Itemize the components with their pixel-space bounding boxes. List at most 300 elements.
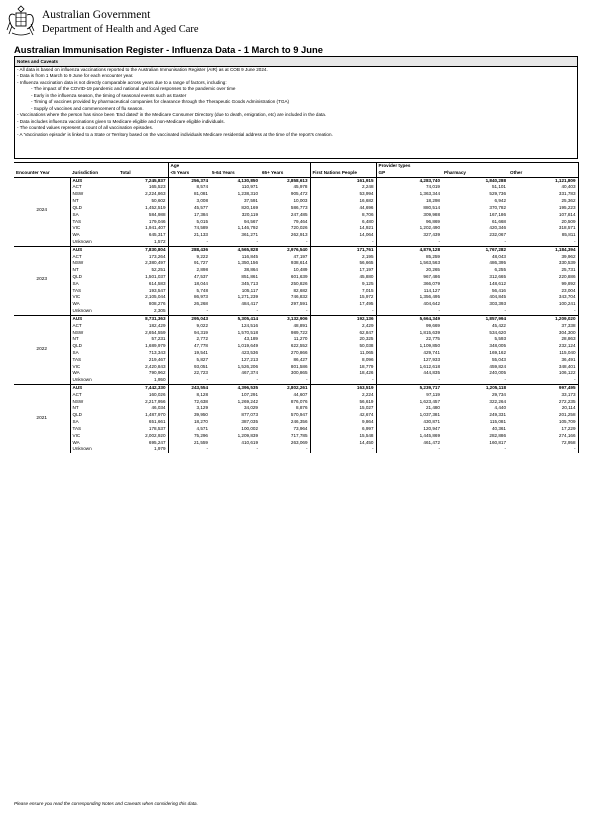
- encounter-year-cell: 2024: [14, 177, 70, 246]
- pharmacy-cell: 420,346: [489, 225, 506, 231]
- age-5-64-cell: 1,146,792: [237, 225, 258, 231]
- age-65p-cell: 48,891: [293, 322, 308, 328]
- age-5-64-cell: 1,238,310: [237, 191, 258, 197]
- table-row: [14, 301, 578, 308]
- jurisdiction-cell: NSW: [70, 260, 118, 267]
- age-5-64-cell: 423,536: [241, 349, 258, 355]
- col-jurisdiction: Jurisdiction: [70, 170, 118, 177]
- jurisdiction-cell: WA: [70, 301, 118, 308]
- gp-cell: 366,079: [376, 281, 442, 288]
- pharmacy-cell: 55,043: [491, 356, 506, 362]
- total-cell: 7,245,837: [118, 177, 168, 184]
- pharmacy-cell: 29,734: [491, 391, 506, 397]
- age-5-64-cell: 1,209,839: [237, 432, 258, 438]
- age-65p-cell: 247,485: [290, 211, 308, 217]
- age-65p-cell: 11,270: [293, 336, 308, 342]
- pharmacy-cell: 1,857,994: [442, 315, 508, 322]
- age-lt5-cell: 2,772: [168, 336, 210, 343]
- other-cell: 1,209,020: [508, 315, 578, 322]
- total-cell: 7,442,330: [118, 385, 168, 392]
- total-cell: 790,962: [148, 370, 166, 376]
- first-nations-cell: -: [310, 308, 376, 315]
- table-row: [14, 370, 578, 377]
- gp-cell: 404,642: [376, 301, 442, 308]
- other-cell: 39,962: [508, 254, 578, 261]
- influenza-data-table: [14, 162, 579, 453]
- first-nations-cell: 15,027: [310, 405, 376, 412]
- other-cell: 220,886: [508, 274, 578, 281]
- age-65p-cell: 938,614: [290, 260, 308, 266]
- first-nations-cell: 6,997: [310, 426, 376, 433]
- age-5-64-cell: 4,130,850: [210, 177, 260, 184]
- pharmacy-cell: 6,255: [494, 267, 506, 273]
- other-cell: 272,235: [508, 399, 578, 406]
- age-65p-cell: 717,785: [290, 432, 308, 438]
- table-row: [14, 205, 578, 212]
- age-5-64-cell: 467,374: [241, 370, 258, 376]
- age-group-header: Age: [168, 163, 310, 170]
- first-nations-cell: 14,064: [310, 232, 376, 239]
- table-row: [14, 357, 578, 364]
- total-cell: 178,537: [148, 425, 166, 431]
- jurisdiction-cell: AUS: [70, 246, 118, 253]
- age-5-64-cell: 110,971: [241, 184, 258, 190]
- gp-cell: 327,439: [376, 232, 442, 239]
- total-cell: 614,583: [148, 280, 166, 286]
- jurisdiction-cell: NSW: [70, 191, 118, 198]
- age-5-64-cell: 1,269,242: [237, 398, 258, 404]
- gp-cell: 127,933: [376, 357, 442, 364]
- encounter-year-cell: 2023: [14, 246, 70, 315]
- first-nations-cell: 2,195: [310, 254, 376, 261]
- total-cell: 1,979: [154, 446, 166, 452]
- note-item: - Timing of vaccines provided by pharmaceutical companies for clearance through the Therapeutic Goods Administration (TGA): [31, 99, 290, 105]
- other-cell: 100,241: [508, 301, 578, 308]
- table-row: [14, 323, 578, 330]
- gp-cell: 1,815,639: [376, 330, 442, 337]
- age-lt5-cell: 8,574: [168, 184, 210, 191]
- first-nations-cell: -: [310, 377, 376, 384]
- jurisdiction-cell: Unknown: [70, 239, 118, 246]
- age-65p-cell: 2,858,613: [260, 177, 310, 184]
- page-header: [6, 3, 583, 41]
- gp-cell: 22,775: [376, 336, 442, 343]
- jurisdiction-cell: WA: [70, 440, 118, 447]
- other-cell: 232,124: [508, 343, 578, 350]
- age-65p-cell: 8,876: [296, 405, 308, 411]
- other-cell: 36,491: [508, 357, 578, 364]
- age-5-64-cell: 877,073: [241, 412, 258, 418]
- age-lt5-cell: 18,044: [168, 281, 210, 288]
- pharmacy-cell: -: [504, 446, 506, 452]
- table-row: [14, 281, 578, 288]
- total-cell: 651,661: [148, 419, 166, 425]
- gp-cell: 4,283,740: [376, 177, 442, 184]
- total-cell: 645,317: [148, 232, 166, 238]
- gp-cell: -: [376, 239, 442, 246]
- age-5-64-cell: -: [256, 377, 258, 383]
- age-65p-cell: 586,773: [290, 204, 308, 210]
- pharmacy-cell: 169,162: [489, 349, 506, 355]
- age-lt5-cell: 5,015: [168, 219, 210, 226]
- table-row: [14, 294, 578, 301]
- age-65p-cell: 44,607: [293, 391, 308, 397]
- col-age-65p: 65+ Years: [260, 170, 310, 177]
- gp-cell: 1,445,869: [376, 433, 442, 440]
- pharmacy-cell: 4,440: [494, 405, 506, 411]
- age-65p-cell: 2,976,540: [260, 246, 310, 253]
- age-5-64-cell: 37,591: [243, 198, 258, 204]
- age-65p-cell: 720,026: [290, 225, 308, 231]
- age-65p-cell: 601,639: [290, 274, 308, 279]
- age-65p-cell: 746,832: [290, 294, 308, 300]
- other-cell: 330,539: [508, 260, 578, 267]
- age-lt5-cell: 4,571: [168, 426, 210, 433]
- age-65p-cell: -: [305, 446, 308, 452]
- first-nations-cell: 192,136: [310, 315, 376, 322]
- first-nations-cell: 171,761: [310, 246, 376, 253]
- age-65p-cell: -: [305, 238, 308, 244]
- other-cell: 40,403: [508, 184, 578, 191]
- table-row: [14, 260, 578, 267]
- first-nations-cell: 56,665: [310, 260, 376, 267]
- table-row: [14, 392, 578, 399]
- age-65p-cell: 45,978: [293, 184, 308, 190]
- age-65p-cell: 79,464: [293, 218, 308, 224]
- encounter-year-cell: 2021: [14, 385, 70, 454]
- table-row: [14, 385, 578, 392]
- other-cell: 304,300: [508, 330, 578, 337]
- age-5-64-cell: 124,516: [241, 322, 258, 328]
- age-65p-cell: 905,472: [290, 191, 308, 197]
- table-row: [14, 419, 578, 426]
- total-cell: 182,429: [148, 322, 166, 328]
- total-cell: 165,523: [148, 184, 166, 190]
- age-lt5-cell: 45,577: [168, 205, 210, 212]
- table-row: [14, 426, 578, 433]
- gp-cell: 1,356,495: [376, 294, 442, 301]
- jurisdiction-cell: ACT: [70, 323, 118, 330]
- age-lt5-cell: 91,727: [168, 260, 210, 267]
- age-5-64-cell: 38,864: [243, 267, 258, 273]
- table-row: [14, 446, 578, 453]
- gp-cell: 85,259: [376, 254, 442, 261]
- total-cell: 2,654,559: [145, 329, 166, 335]
- table-row: [14, 343, 578, 350]
- total-cell: 808,276: [148, 301, 166, 307]
- first-nations-cell: 45,880: [310, 274, 376, 281]
- age-lt5-cell: 5,748: [168, 288, 210, 295]
- pharmacy-cell: 232,067: [489, 232, 506, 238]
- age-5-64-cell: 105,117: [241, 287, 258, 293]
- total-cell: 2,105,044: [145, 294, 166, 300]
- pharmacy-cell: -: [504, 308, 506, 314]
- pharmacy-cell: 1,205,118: [442, 385, 508, 392]
- gp-cell: 1,109,850: [376, 343, 442, 350]
- jurisdiction-cell: AUS: [70, 177, 118, 184]
- pharmacy-cell: 5,593: [494, 336, 506, 342]
- gp-cell: 120,947: [376, 426, 442, 433]
- col-pharmacy: Pharmacy: [442, 170, 508, 177]
- table-row: [14, 288, 578, 295]
- other-cell: 106,122: [508, 370, 578, 377]
- age-65p-cell: 622,552: [290, 343, 308, 349]
- gp-cell: 20,265: [376, 267, 442, 274]
- first-nations-cell: 18,426: [310, 370, 376, 377]
- first-nations-cell: 18,779: [310, 364, 376, 371]
- table-row: [14, 350, 578, 357]
- first-nations-cell: 2,224: [310, 392, 376, 399]
- other-cell: 99,892: [508, 281, 578, 288]
- age-5-64-cell: -: [256, 308, 258, 314]
- age-lt5-cell: 288,436: [168, 246, 210, 253]
- other-cell: 25,731: [508, 267, 578, 274]
- gp-cell: 1,037,381: [376, 412, 442, 419]
- table-row: [14, 232, 578, 239]
- table-row: [14, 239, 578, 246]
- jurisdiction-cell: TAS: [70, 288, 118, 295]
- first-nations-cell: 44,696: [310, 205, 376, 212]
- col-first-nations: First Nations People: [310, 170, 376, 177]
- total-cell: 7,830,804: [118, 246, 168, 253]
- pharmacy-cell: 167,186: [489, 211, 506, 217]
- other-cell: -: [508, 239, 578, 246]
- table-row: [14, 184, 578, 191]
- total-cell: 2,305: [154, 308, 166, 314]
- first-nations-cell: -: [310, 446, 376, 453]
- first-nations-cell: 62,847: [310, 330, 376, 337]
- first-nations-cell: 56,619: [310, 399, 376, 406]
- age-5-64-cell: 820,169: [241, 204, 258, 210]
- gp-cell: 96,869: [376, 219, 442, 226]
- gp-cell: 97,119: [376, 392, 442, 399]
- jurisdiction-cell: Unknown: [70, 377, 118, 384]
- other-cell: 1,121,809: [508, 177, 578, 184]
- note-item: - Vaccinations where the person has since been 'End dated' in the Medicare Consumer Directory (due to death, emigration, etc) are included in the data.: [17, 112, 327, 118]
- jurisdiction-cell: TAS: [70, 219, 118, 226]
- age-5-64-cell: 127,213: [241, 356, 258, 362]
- jurisdiction-cell: TAS: [70, 357, 118, 364]
- table-row: [14, 377, 578, 384]
- age-65p-cell: 73,964: [293, 425, 308, 431]
- age-5-64-cell: 116,845: [241, 253, 258, 259]
- age-lt5-cell: -: [168, 377, 210, 384]
- col-total: Total: [118, 170, 168, 177]
- pharmacy-cell: 61,668: [491, 218, 506, 224]
- notes-list: [15, 67, 577, 138]
- gp-cell: -: [376, 308, 442, 315]
- age-65p-cell: 263,069: [290, 439, 308, 445]
- pharmacy-cell: 303,393: [489, 301, 506, 307]
- other-cell: 105,709: [508, 419, 578, 426]
- other-cell: 20,114: [508, 405, 578, 412]
- total-cell: 2,002,920: [145, 432, 166, 438]
- jurisdiction-cell: ACT: [70, 254, 118, 261]
- age-65p-cell: 3,132,906: [260, 315, 310, 322]
- jurisdiction-cell: QLD: [70, 205, 118, 212]
- table-row: [14, 405, 578, 412]
- note-item: - Supply of vaccines and commencement of flu season.: [31, 105, 144, 111]
- total-cell: 2,380,497: [145, 260, 166, 266]
- gp-cell: 309,988: [376, 212, 442, 219]
- note-item: - Early in the influenza season, the timing of seasonal events such as Easter: [31, 92, 187, 98]
- age-lt5-cell: 74,589: [168, 225, 210, 232]
- table-row: [14, 254, 578, 261]
- gp-cell: 1,363,344: [376, 191, 442, 198]
- encounter-year-cell: 2022: [14, 315, 70, 384]
- other-cell: 997,495: [508, 385, 578, 392]
- age-lt5-cell: 26,268: [168, 301, 210, 308]
- age-5-64-cell: -: [256, 238, 258, 244]
- table-row: [14, 433, 578, 440]
- total-cell: 713,343: [148, 349, 166, 355]
- age-lt5-cell: 72,638: [168, 399, 210, 406]
- jurisdiction-cell: AUS: [70, 315, 118, 322]
- first-nations-cell: 17,495: [310, 301, 376, 308]
- pharmacy-cell: -: [504, 238, 506, 244]
- jurisdiction-cell: WA: [70, 232, 118, 239]
- total-cell: 57,231: [151, 336, 166, 342]
- age-lt5-cell: 9,022: [168, 323, 210, 330]
- pharmacy-cell: 370,782: [489, 204, 506, 210]
- total-cell: 584,988: [148, 211, 166, 217]
- jurisdiction-cell: AUS: [70, 385, 118, 392]
- pharmacy-cell: 51,101: [491, 184, 506, 190]
- first-nations-cell: 50,038: [310, 343, 376, 350]
- total-cell: 2,217,956: [145, 398, 166, 404]
- age-lt5-cell: -: [168, 446, 210, 453]
- pharmacy-cell: 56,416: [491, 287, 506, 293]
- age-65p-cell: 300,865: [290, 370, 308, 376]
- gp-cell: -: [376, 446, 442, 453]
- pharmacy-cell: 249,331: [489, 412, 506, 418]
- first-nations-cell: 14,450: [310, 440, 376, 447]
- jurisdiction-cell: NT: [70, 267, 118, 274]
- first-nations-cell: 20,325: [310, 336, 376, 343]
- first-nations-cell: 15,972: [310, 294, 376, 301]
- gp-cell: 967,486: [376, 274, 442, 281]
- age-5-64-cell: 5,305,414: [210, 315, 260, 322]
- age-lt5-cell: 21,559: [168, 440, 210, 447]
- age-65p-cell: 801,586: [290, 363, 308, 369]
- first-nations-cell: 2,248: [310, 184, 376, 191]
- pharmacy-cell: 486,395: [489, 260, 506, 266]
- pharmacy-cell: 40,361: [491, 425, 506, 431]
- notes-heading: Notes and Caveats: [15, 57, 577, 67]
- age-65p-cell: 570,947: [290, 412, 308, 418]
- age-5-64-cell: 100,002: [241, 425, 258, 431]
- other-cell: 348,401: [508, 364, 578, 371]
- gp-cell: 1,563,563: [376, 260, 442, 267]
- age-lt5-cell: 75,296: [168, 433, 210, 440]
- gp-cell: 18,298: [376, 198, 442, 205]
- total-cell: 1,487,970: [145, 412, 166, 418]
- table-row: [14, 177, 578, 184]
- pharmacy-cell: 1,840,288: [442, 177, 508, 184]
- header-spacer-fn: [310, 163, 376, 170]
- age-lt5-cell: 19,541: [168, 350, 210, 357]
- jurisdiction-cell: VIC: [70, 364, 118, 371]
- other-cell: 23,004: [508, 288, 578, 295]
- first-nations-cell: 42,674: [310, 412, 376, 419]
- jurisdiction-cell: Unknown: [70, 446, 118, 453]
- jurisdiction-cell: WA: [70, 370, 118, 377]
- age-lt5-cell: 8,128: [168, 392, 210, 399]
- age-lt5-cell: 93,051: [168, 364, 210, 371]
- jurisdiction-cell: NT: [70, 198, 118, 205]
- note-item: - The counted values represent a count of all vaccination episodes.: [17, 125, 154, 131]
- first-nations-cell: 17,197: [310, 267, 376, 274]
- age-5-64-cell: 410,619: [241, 439, 258, 445]
- first-nations-cell: 11,065: [310, 350, 376, 357]
- gov-name: Australian Government: [42, 9, 151, 21]
- note-item: - Data includes influenza vaccinations given to Medicare eligible and non-Medicare eligible individuals.: [17, 118, 225, 124]
- first-nations-cell: 161,915: [310, 177, 376, 184]
- age-5-64-cell: 4,565,828: [210, 246, 260, 253]
- pharmacy-cell: 459,824: [489, 363, 506, 369]
- jurisdiction-cell: TAS: [70, 426, 118, 433]
- age-5-64-cell: -: [256, 446, 258, 452]
- footer-note: Please ensure you read the corresponding Notes and Caveats when considering this data.: [14, 801, 198, 806]
- age-lt5-cell: -: [168, 308, 210, 315]
- age-5-64-cell: 361,271: [241, 232, 258, 238]
- age-65p-cell: 10,003: [293, 198, 308, 204]
- table-row: [14, 399, 578, 406]
- pharmacy-cell: 240,005: [489, 370, 506, 376]
- jurisdiction-cell: SA: [70, 350, 118, 357]
- age-5-64-cell: 1,271,239: [237, 294, 258, 300]
- other-cell: 1,184,394: [508, 246, 578, 253]
- age-5-64-cell: 1,019,649: [237, 343, 258, 349]
- age-lt5-cell: 21,133: [168, 232, 210, 239]
- first-nations-cell: 9,125: [310, 281, 376, 288]
- pharmacy-cell: 534,620: [489, 329, 506, 335]
- other-cell: 37,338: [508, 323, 578, 330]
- page-title: Australian Immunisation Register - Influenza Data - 1 March to 9 June: [14, 44, 578, 57]
- age-65p-cell: 2,802,261: [260, 385, 310, 392]
- first-nations-cell: 14,921: [310, 225, 376, 232]
- table-row: [14, 267, 578, 274]
- table-row: [14, 191, 578, 198]
- total-cell: 1,950: [154, 377, 166, 383]
- age-lt5-cell: 2,898: [168, 267, 210, 274]
- age-65p-cell: 10,489: [293, 267, 308, 273]
- total-cell: 1,501,037: [145, 274, 166, 279]
- col-other: Other: [508, 170, 578, 177]
- pharmacy-cell: 1,767,282: [442, 246, 508, 253]
- age-5-64-cell: 94,567: [243, 218, 258, 224]
- pharmacy-cell: 529,736: [489, 191, 506, 197]
- other-cell: 201,258: [508, 412, 578, 419]
- age-lt5-cell: 5,827: [168, 357, 210, 364]
- table-row: [14, 364, 578, 371]
- age-5-64-cell: 320,119: [241, 211, 258, 217]
- gp-cell: 74,019: [376, 184, 442, 191]
- pharmacy-cell: 282,886: [489, 432, 506, 438]
- first-nations-cell: 7,015: [310, 288, 376, 295]
- jurisdiction-cell: VIC: [70, 294, 118, 301]
- jurisdiction-cell: ACT: [70, 184, 118, 191]
- pharmacy-cell: 45,422: [491, 322, 506, 328]
- total-cell: 179,046: [148, 218, 166, 224]
- gp-cell: 4,879,128: [376, 246, 442, 253]
- age-lt5-cell: 86,973: [168, 294, 210, 301]
- total-cell: 219,467: [148, 356, 166, 362]
- age-lt5-cell: 47,778: [168, 343, 210, 350]
- jurisdiction-cell: ACT: [70, 392, 118, 399]
- age-65p-cell: 86,427: [293, 356, 308, 362]
- jurisdiction-cell: QLD: [70, 343, 118, 350]
